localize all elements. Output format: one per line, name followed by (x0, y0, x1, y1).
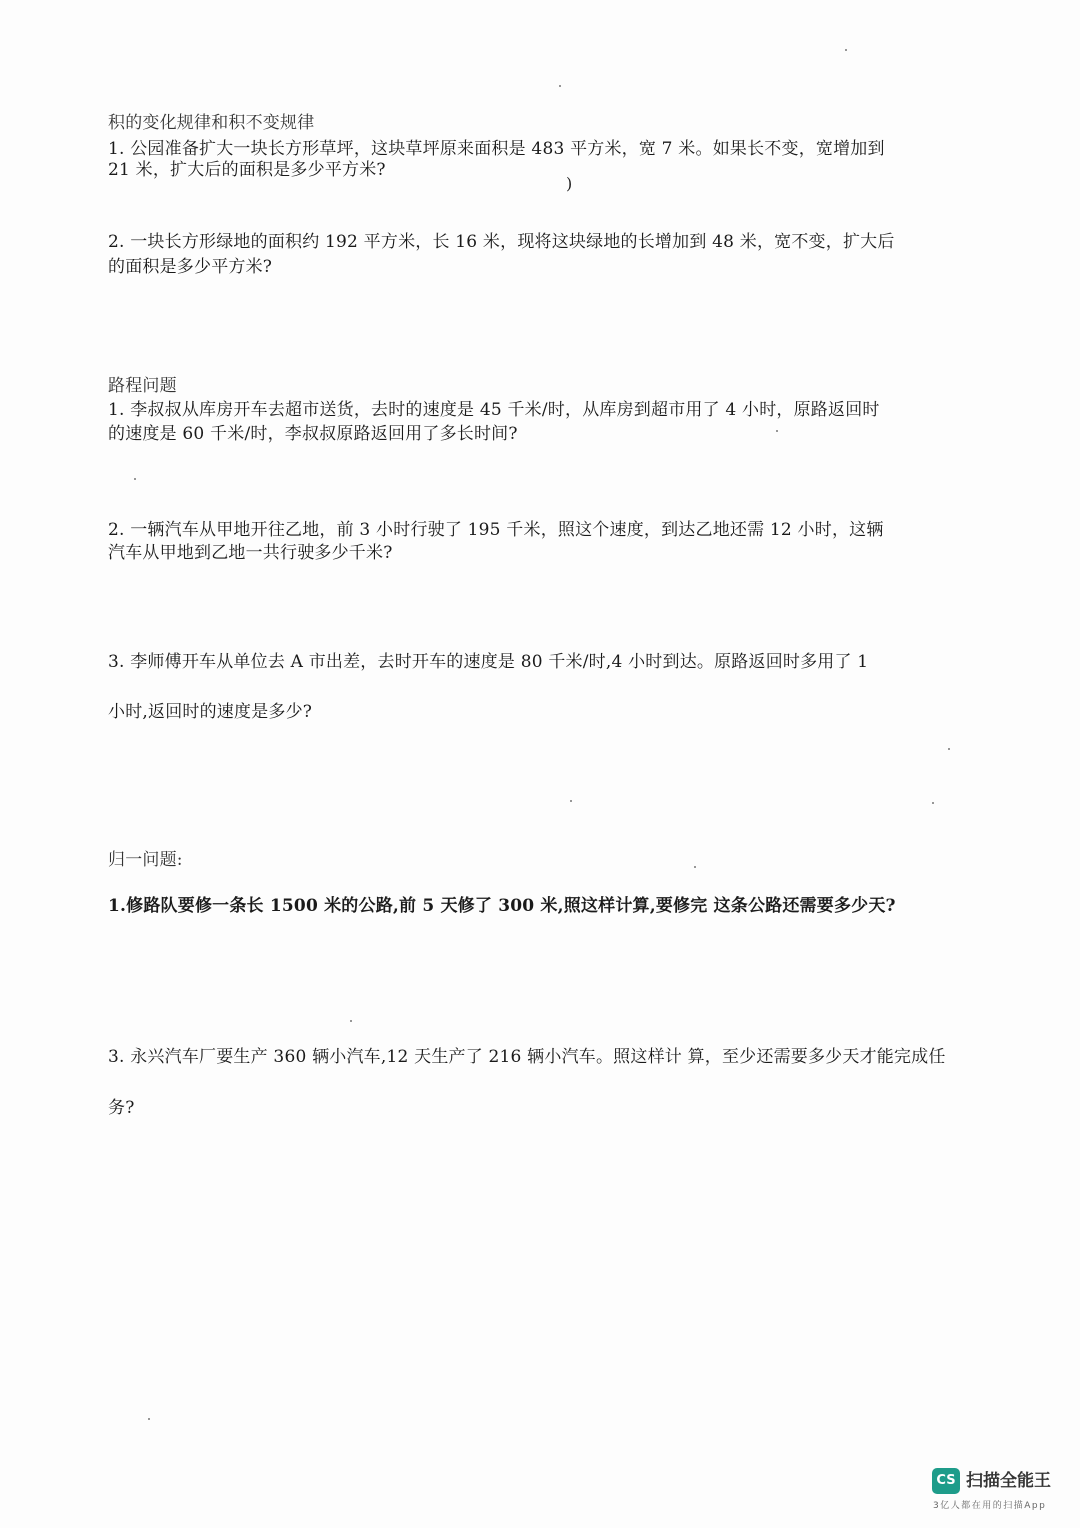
question-line: 汽车从甲地到乙地一共行驶多少千米? (108, 543, 393, 563)
scan-speck (776, 430, 778, 432)
stray-mark: ) (566, 174, 573, 193)
question-line: 2. 一块长方形绿地的面积约 192 平方米，长 16 米，现将这块绿地的长增加到 48 米，宽不变，扩大后 (108, 232, 895, 252)
section-heading-distance: 路程问题 (108, 376, 177, 396)
question-line: 1. 李叔叔从库房开车去超市送货，去时的速度是 45 千米/时，从库房到超市用了 4 小时，原路返回时 (108, 400, 880, 420)
scan-speck (845, 49, 847, 51)
question-line: 3. 李师傅开车从单位去 A 市出差，去时开车的速度是 80 千米/时,4 小时到达。原路返回时多用了 1 (108, 652, 869, 672)
question-line: 小时,返回时的速度是多少? (108, 702, 313, 722)
scan-speck (694, 866, 696, 868)
section-heading-unitary: 归一问题: (108, 850, 183, 870)
question-line: 的速度是 60 千米/时，李叔叔原路返回用了多长时间? (108, 424, 518, 444)
scanner-app-watermark (932, 1466, 1062, 1514)
scan-speck (148, 1418, 150, 1420)
section-heading-product-rule: 积的变化规律和积不变规律 (108, 113, 315, 133)
question-line: 2. 一辆汽车从甲地开往乙地，前 3 小时行驶了 195 千米，照这个速度，到达乙地还需 12 小时，这辆 (108, 520, 884, 540)
scan-speck (932, 802, 934, 804)
scan-speck (948, 748, 950, 750)
question-line: 1.修路队要修一条长 1500 米的公路,前 5 天修了 300 米,照这样计算,要修完 这条公路还需要多少天? (108, 896, 896, 916)
watermark-app-name: 扫描全能王 (966, 1471, 1051, 1491)
question-line: 1. 公园准备扩大一块长方形草坪，这块草坪原来面积是 483 平方米，宽 7 米。如果长不变，宽增加到 (108, 139, 885, 159)
scan-speck (559, 85, 561, 87)
scan-speck (134, 478, 136, 480)
scan-speck (350, 1020, 352, 1022)
watermark-subtitle: 3亿人都在用的扫描App (933, 1501, 1047, 1511)
question-line: 务? (108, 1098, 135, 1118)
question-line: 21 米，扩大后的面积是多少平方米? (108, 160, 386, 180)
cs-logo-icon: CS (932, 1468, 960, 1494)
question-line: 的面积是多少平方米? (108, 257, 273, 277)
question-line: 3. 永兴汽车厂要生产 360 辆小汽车,12 天生产了 216 辆小汽车。照这样计 算，至少还需要多少天才能完成任 (108, 1047, 946, 1067)
scan-speck (570, 800, 572, 802)
